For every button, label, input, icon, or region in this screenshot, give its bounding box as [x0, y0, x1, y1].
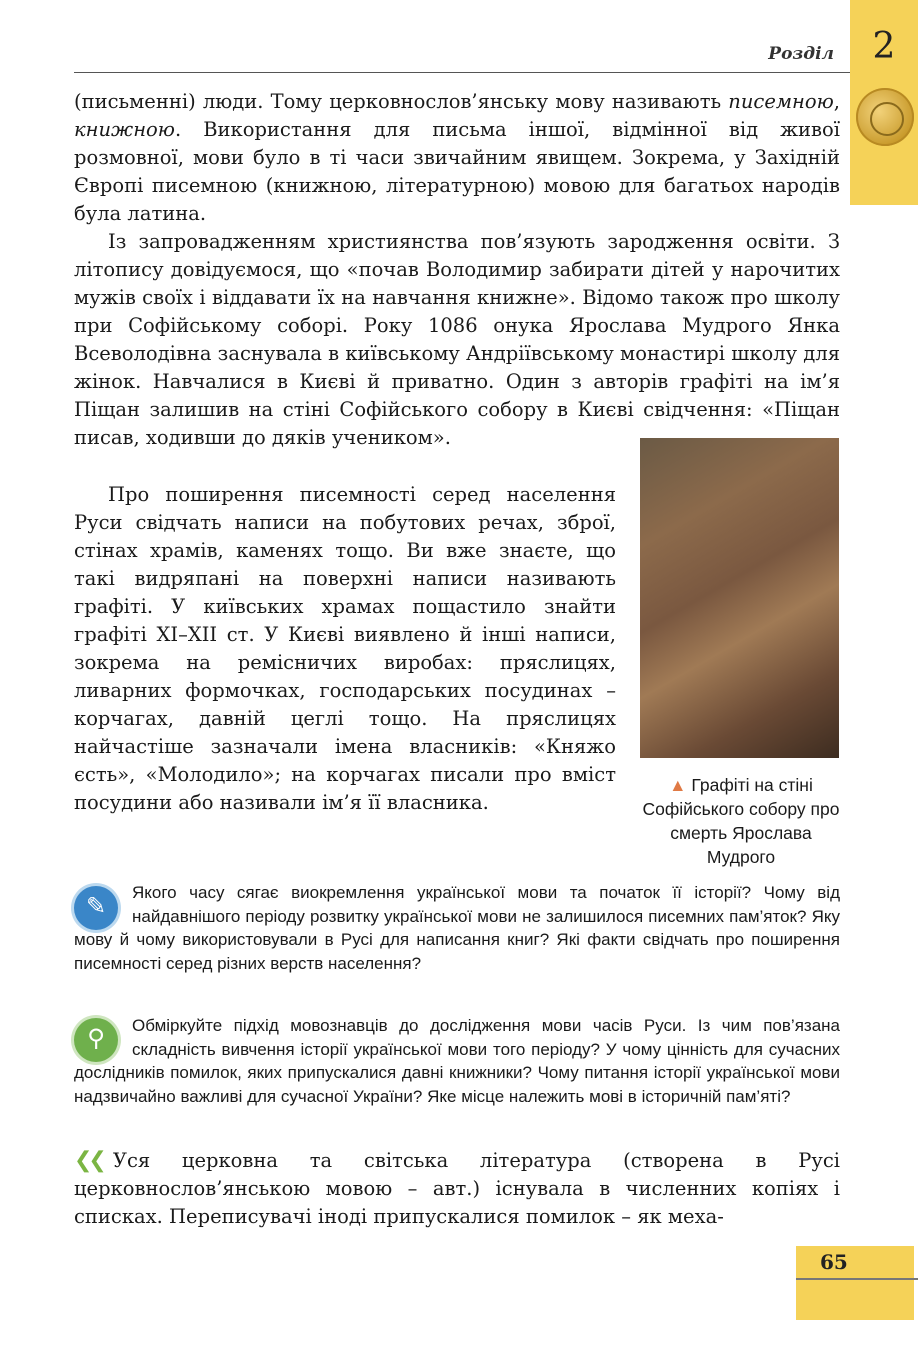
photo-caption: ▲ Графіті на стіні Софійського собору про смерть Ярослава Мудрого	[642, 775, 840, 867]
page-number-tab	[796, 1246, 914, 1320]
page-number: 65	[820, 1250, 848, 1274]
paragraph-2: Із запровадженням християнства пов’язують зародження освіти. З літопису довідуємося, що «почав Володимир забирати дітей у нарочитих мужів своїх і віддавати їх на навчання книжне». Відомо також про школу при Софійському соборі. Року 1086 онука Ярослава Мудрого Янка Всеволодівна заснувала в київському Андріївському монастирі школу для жінок. Навчалися в Києві й приватно. Один з авторів графіті на ім’я Піщан залишив на стіні Софійського собору в Києві свідчення: «Піщан писав, ходивши до дяків учеником».	[74, 230, 841, 449]
main-text	[74, 88, 840, 452]
task-question-1: Якого часу сягає виокремлення української мови та початок її історії? Чому від найдавнішого періоду розвитку української мови не залишилося писемних пам’яток? Яку мову й чому використовували в Русі для написання книг? Які факти свідчать про поширення писемності серед різних верств населення?	[74, 883, 840, 973]
paragraph-1: (письменні) люди. Тому церковнослов’янську мову називають писемною, книжною. Використання для письма іншої, відмінної від живої розмовної, мови було в ті часи звичайним явищем. Зокрема, у Західній Європі писемною (книжною, літературною) мовою для багатьох народів була латина.	[74, 90, 840, 225]
header-divider	[74, 72, 850, 73]
magnifier-icon: ⚲	[74, 1018, 118, 1062]
quote-block: ❮❮ Уся церковна та світська література (створена в Русі церковнослов’янською мовою – авт.) існувала в численних копіях і списках. Переписувачі іноді припускалися помилок – як меха-	[74, 1148, 840, 1228]
chapter-number: 2	[872, 26, 896, 67]
graffiti-photo	[640, 438, 839, 758]
triangle-icon: ▲	[669, 775, 687, 795]
pencil-icon: ✎	[74, 886, 118, 930]
page-divider	[796, 1278, 918, 1280]
quote-mark-icon: ❮❮	[74, 1148, 103, 1173]
task-question-2: Обміркуйте підхід мовознавців до дослідження мови часів Руси. Із чим пов’язана складність вивчення історії української мови того періоду? У чому цінність для сучасних дослідників помилок, яких припускалися давні книжники? Чому питання історії української мови надзвичайно важливі для сучасної України? Яке місце належить мові в історичній пам’яті?	[74, 1016, 840, 1106]
medallion-icon	[856, 88, 914, 146]
section-label: Розділ	[768, 44, 834, 64]
paragraph-3: Про поширення писемності серед населення Руси свідчать написи на побутових речах, зброї, стінах храмів, каменях тощо. Ви вже знаєте, що такі видряпані на поверхні написи називають графіті. У київських храмах пощастило знайти графіті XI–XII ст. У Києві виявлено й інші написи, зокрема на ремісничих виробах: пряслицях, ливарних формочках, господарських посудинах – корчагах, давній цеглі тощо. На пряслицях найчастіше зазначали імена власників: «Княжо єсть», «Молодило»; на корчагах писали про вміст посудини або називали ім’я її власника.	[74, 483, 616, 814]
